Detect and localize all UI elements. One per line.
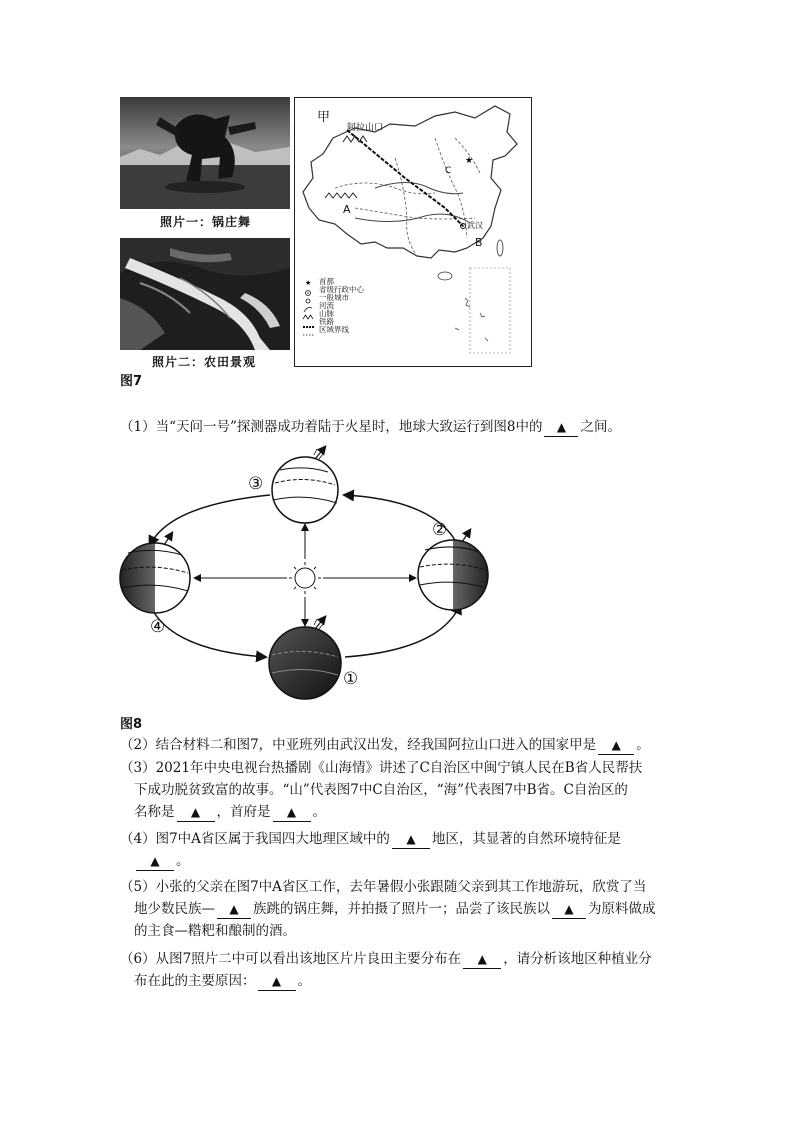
legend-item-boundary: 区域界线 [319,325,349,334]
map-label-c: C [445,166,452,176]
legend-item-capital: 首都 [319,277,334,286]
photo-guozhuang-dance [120,97,290,209]
position-label-3: ③ [248,474,264,494]
photo2-caption: 照片二：农田景观 [152,355,257,369]
map-label-country-jia: 甲 [317,110,331,125]
figure7-label: 图7 [120,374,143,389]
question-4: （4）图7中A省区属于我国四大地理区域中的 ▲ 地区，其显著的自然环境特征是 ▲ 。 [120,831,621,869]
svg-text:★: ★ [465,156,474,166]
answer-blank-q1: ▲ [544,418,578,437]
legend-item-mountain: 山脉 [319,309,334,318]
answer-blank-q4-feature: ▲ [136,852,174,871]
question-1: （1）当“天问一号”探测器成功着陆于火星时，地球大致运行到图8中的 ▲ 之间。 [120,419,621,435]
question-6: （6）从图7照片二中可以看出该地区片片良田主要分布在 ▲ ，请分析该地区种植业分 布在此的主要原因： ▲ 。 [120,951,652,989]
answer-blank-q6-location: ▲ [463,950,501,969]
position-label-2: ② [432,520,448,540]
map-label-wuhan: 武汉 [467,221,483,230]
answer-blank-q2: ▲ [598,736,634,755]
answer-blank-q6-reason: ▲ [258,972,296,991]
question-5: （5）小张的父亲在图7中A省区工作，去年暑假小张跟随父亲到其工作地游玩，欣赏了当 地少数民族— ▲ 族跳的锅庄舞，并拍摄了照片一；品尝了该民族以 ▲ 为原料做成 的主食—糌粑和酿制的酒。 [120,879,656,939]
earth-orbit-diagram [110,445,510,705]
photo-farmland-landscape [120,238,290,350]
photo1-caption: 照片一：锅庄舞 [160,215,252,229]
position-label-1: ① [343,669,359,689]
question-2: （2）结合材料二和图7，中亚班列由武汉出发，经我国阿拉山口进入的国家甲是 ▲ 。 [120,737,650,753]
legend-item-city: 一般城市 [319,293,349,302]
china-map [294,97,532,367]
legend-item-provincial-center: 省级行政中心 [319,285,364,294]
position-label-4: ④ [150,617,166,637]
answer-blank-q3-capital: ▲ [273,803,311,822]
map-label-b: B [475,236,483,249]
answer-blank-q3-name: ▲ [177,803,215,822]
map-legend [319,278,364,334]
map-label-a: A [343,203,351,216]
legend-item-railway: 铁路 [319,317,334,326]
map-label-alashankou: 阿拉山口 [347,123,384,133]
legend-item-river: 河流 [319,301,334,310]
answer-blank-q5-ethnic: ▲ [217,900,251,919]
answer-blank-q5-material: ▲ [552,900,586,919]
svg-text:★: ★ [305,279,312,287]
figure8-label: 图8 [120,717,143,732]
question-3: （3）2021年中央电视台热播剧《山海情》讲述了C自治区中闽宁镇人民在B省人民帮扶 下成功脱贫致富的故事。“山”代表图7中C自治区，“海”代表图7中B省。C自治区的 名称是 ▲ ，首府是 ▲ 。 [120,760,643,820]
answer-blank-q4-region: ▲ [392,830,430,849]
